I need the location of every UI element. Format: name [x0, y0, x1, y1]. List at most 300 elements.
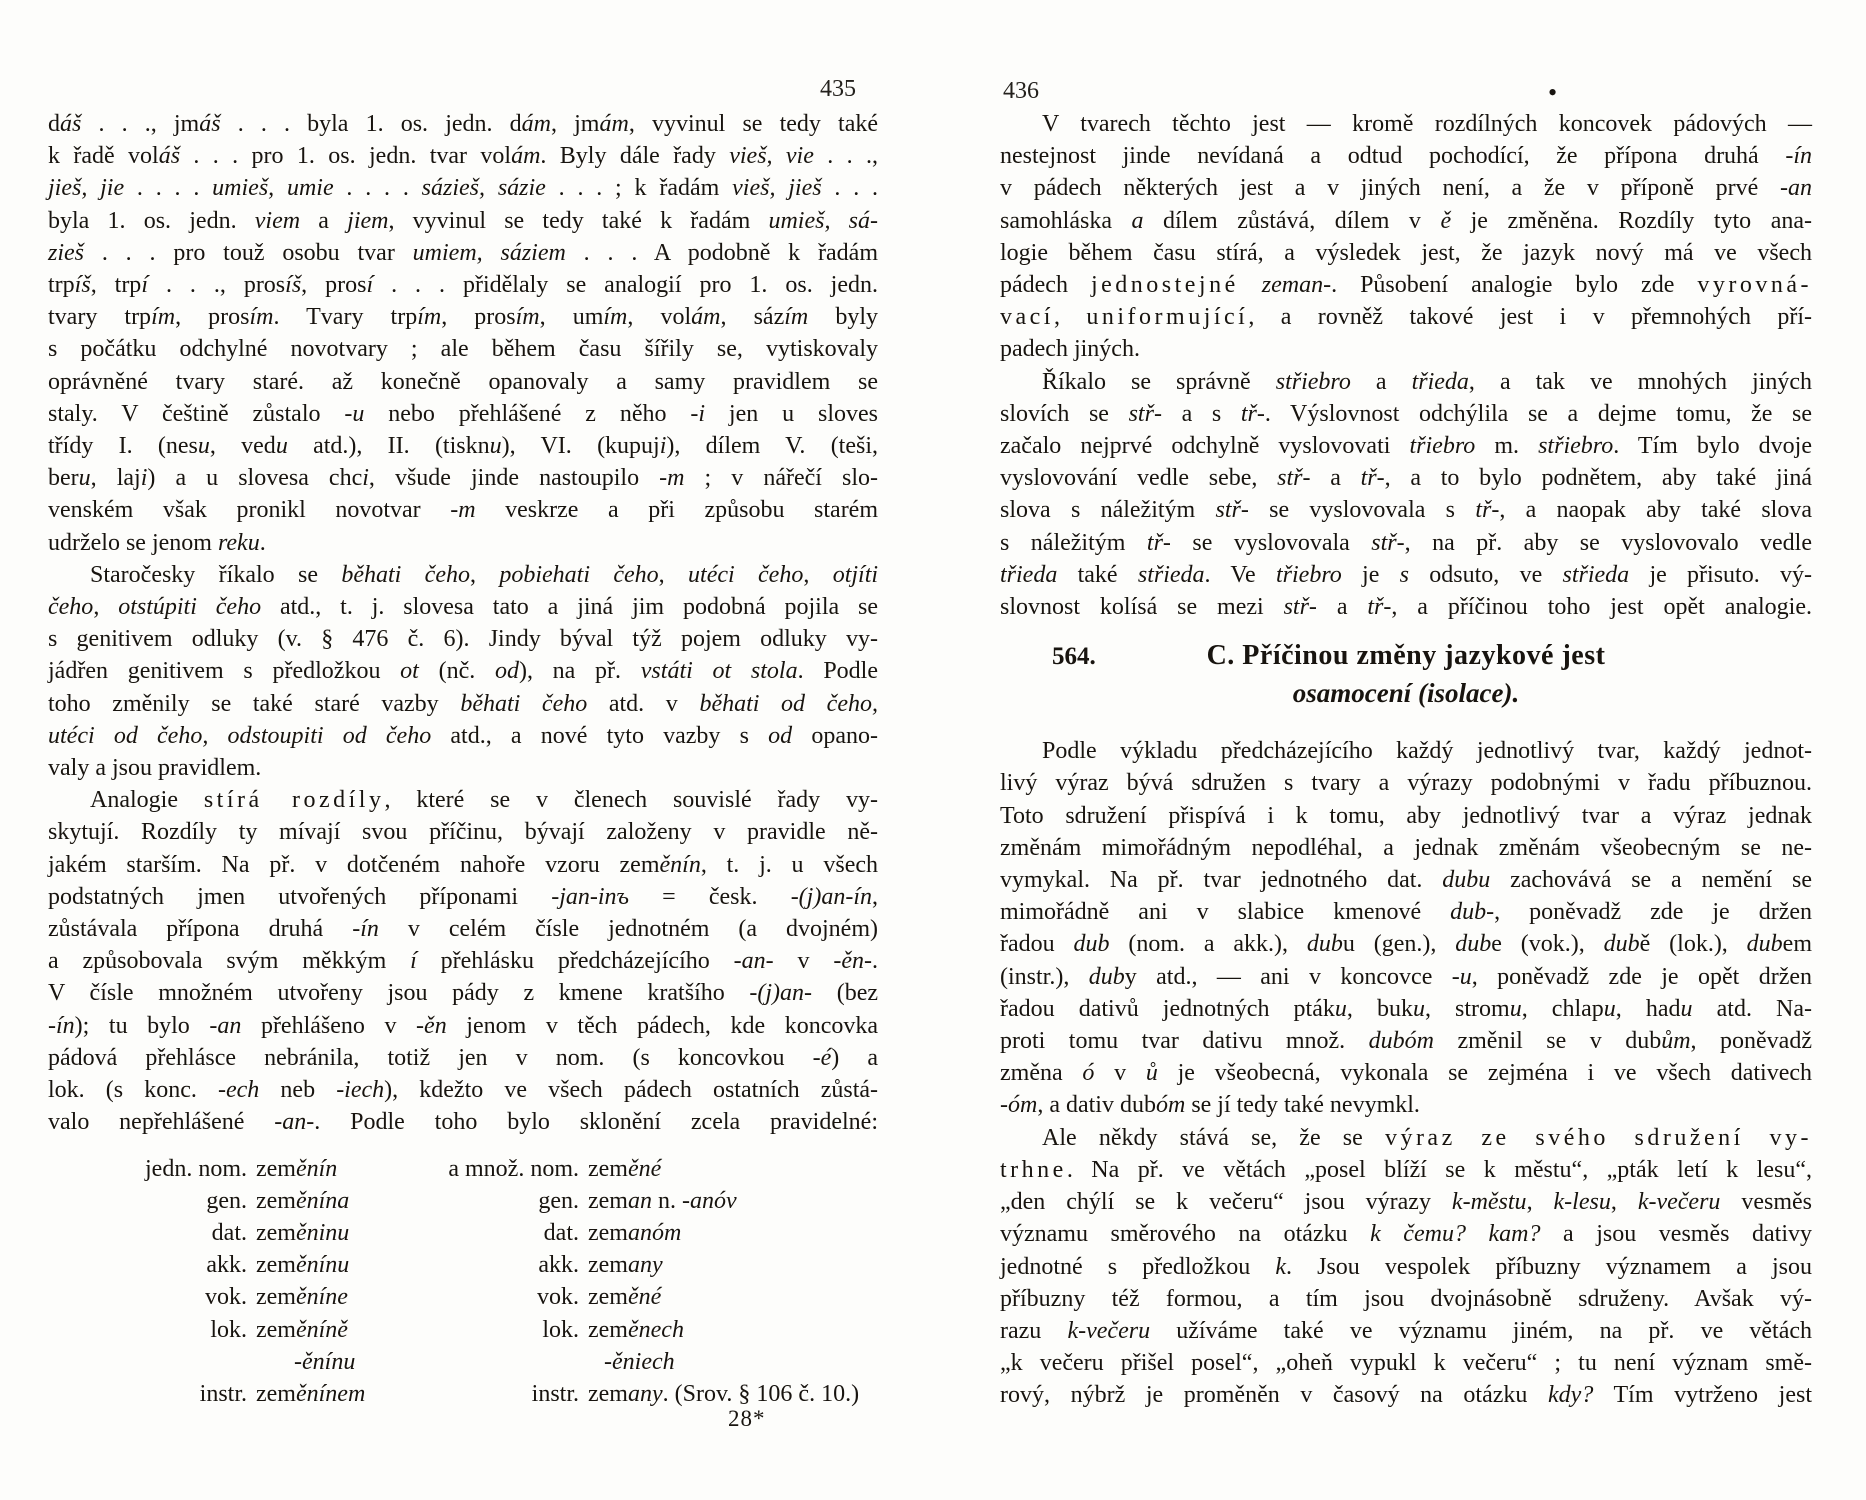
cited-form: dub	[1746, 931, 1783, 958]
body-text: , a naopak aby také slova	[1499, 497, 1812, 524]
cited-form: stř-	[1277, 465, 1311, 492]
body-text: . Tím bylo dvoje	[1613, 433, 1812, 460]
case-label: gen.	[538, 1187, 579, 1214]
body-text: a	[300, 207, 348, 234]
cited-form: reku	[217, 529, 260, 556]
body-text: významu směrového na otázku	[1000, 1221, 1371, 1248]
body-text: v pádech některých jest a v jiných není, a že v příponě prvé	[1000, 175, 1780, 202]
body-text: lok. (s konc.	[48, 1077, 218, 1104]
cited-form: í	[410, 948, 417, 975]
cited-form: i	[698, 400, 706, 427]
body-text: . Ve	[1204, 561, 1276, 588]
cited-form: -an-	[274, 1109, 315, 1136]
text-line	[1000, 1218, 1812, 1250]
cited-form: od	[494, 658, 519, 685]
cited-form: dub	[1073, 931, 1110, 958]
body-text: řadou dativů jednotných pták	[1000, 995, 1335, 1022]
case-label: lok.	[210, 1316, 247, 1343]
cited-form: u	[1412, 995, 1425, 1022]
cited-form: umiem, sáziem	[412, 239, 566, 266]
word-form	[256, 1249, 426, 1281]
cited-form: dub-	[1450, 899, 1495, 926]
text-line	[1000, 108, 1812, 140]
word-form	[256, 1153, 426, 1185]
cited-form: běhati čeho	[460, 690, 588, 717]
cited-form: ó	[1082, 1060, 1095, 1087]
body-text: přehlásku předcházejícího	[416, 948, 734, 975]
body-text: V čísle množném utvořeny jsou pády z kmene kratšího	[48, 980, 750, 1007]
text-line	[48, 172, 878, 204]
text-line	[48, 269, 878, 301]
cited-form: ám	[691, 304, 721, 331]
cited-form: ot	[400, 658, 419, 685]
cited-form: ím	[515, 304, 540, 331]
body-text: livý výraz bývá sdružen s tvary a výrazy podobnými v řadu příbuznou.	[1000, 770, 1812, 797]
cited-form: ím	[151, 304, 176, 331]
body-text: m.	[1475, 433, 1539, 460]
body-text: .	[872, 948, 878, 975]
body-text: d	[48, 111, 60, 137]
cited-form: ám	[599, 111, 629, 137]
body-text: byla 1. os. jedn.	[48, 207, 255, 234]
cited-form: u	[352, 400, 365, 427]
cited-form: m	[667, 465, 685, 492]
body-text: příbuzny též formou, a tím jsou dvojnásobně sdruženy. Avšak vý-	[1000, 1285, 1812, 1312]
body-text: atd.), II. (tiskn	[287, 433, 490, 460]
page-right	[1000, 108, 1812, 1412]
page-number-right: 436	[1003, 78, 1039, 104]
cited-form: íš	[285, 272, 302, 299]
body-text: Ale někdy stává se, že se	[1042, 1124, 1385, 1151]
body-text: , had	[1615, 995, 1681, 1022]
body-text: staly. V češtině zůstalo -	[48, 400, 353, 427]
cited-form: u	[489, 433, 502, 460]
text-line	[1000, 1025, 1812, 1057]
cited-form: -ín	[352, 916, 379, 943]
cited-form: zeman-	[1261, 272, 1332, 299]
cited-form: ěnín	[295, 1155, 338, 1182]
cited-form: u	[1459, 963, 1472, 990]
cited-form: ěnína	[295, 1187, 350, 1214]
cited-form: ě	[1440, 207, 1452, 234]
table-row	[48, 1314, 878, 1346]
body-text: jádřen genitivem s předložkou	[48, 658, 401, 685]
cited-form: střieda	[1562, 561, 1630, 588]
cited-form: -óm	[1000, 1092, 1038, 1119]
body-text: zůstávala přípona druhá	[48, 916, 353, 943]
table-row	[48, 1281, 878, 1313]
body-text: ,	[872, 883, 878, 910]
text-line	[1000, 1122, 1812, 1154]
body-text: skytují. Rozdíly ty mívají svou příčinu, bývají založeny v pravidle ně-	[48, 819, 878, 846]
body-text: , poněvadž	[1690, 1028, 1812, 1055]
body-text: ,	[658, 561, 689, 588]
body-text: . . . .	[124, 175, 213, 202]
body-text: a	[1350, 368, 1412, 395]
body-text: vyslovování vedle sebe,	[1000, 465, 1278, 492]
emphasized-text: vací	[1000, 304, 1054, 331]
cited-form: běhati od čeho,	[699, 690, 878, 717]
cited-form: óm	[1155, 1092, 1186, 1119]
body-text: je	[1341, 561, 1400, 588]
body-text: pádech	[1000, 272, 1091, 299]
text-line	[48, 591, 878, 623]
body-text: u (gen.),	[1342, 931, 1456, 958]
text-line	[48, 301, 878, 333]
case-label: akk.	[206, 1252, 247, 1279]
body-text: ,	[1053, 304, 1087, 331]
body-text: , pros	[441, 304, 516, 331]
cited-form: ěné	[627, 1155, 662, 1182]
body-text: . Podle toho bylo sklonění zcela pravidelné:	[314, 1109, 878, 1136]
text-line	[48, 688, 878, 720]
body-text: trp	[48, 272, 75, 299]
cited-form: u	[78, 465, 91, 492]
word-form	[588, 1346, 878, 1378]
cited-form: střiebro	[1275, 368, 1351, 395]
body-text: ), kdežto ve všech pádech ostatních zůstá-	[384, 1077, 879, 1104]
body-text: .	[259, 529, 266, 556]
body-text: ), dílem V. (teši,	[666, 433, 879, 460]
text-line	[48, 1042, 878, 1074]
word-form	[256, 1346, 426, 1378]
body-text: se jí tedy také nevymkl.	[1185, 1092, 1420, 1119]
body-text: , jm	[551, 111, 600, 137]
cited-form: k	[1275, 1253, 1286, 1280]
body-text: podstatných jmen utvořených příponami	[48, 883, 552, 910]
cited-form: u	[1509, 995, 1522, 1022]
body-text: oprávněné tvary staré. až konečně opanovaly a samy pravidlem se	[48, 368, 878, 395]
cited-form: střieda	[1137, 561, 1205, 588]
body-text: atd. Na-	[1692, 995, 1813, 1022]
body-text: . . . A podobně k řadám	[565, 239, 878, 266]
word-form	[588, 1217, 878, 1249]
cited-form: dubu	[1442, 867, 1491, 894]
cited-form: ům	[1661, 1028, 1691, 1055]
cited-form: dub	[1603, 931, 1640, 958]
body-text: rový, nýbrž je proměněn v časový na otázku	[1000, 1382, 1549, 1409]
cited-form: otstúpiti čeho	[118, 594, 262, 621]
body-text: , pros	[301, 272, 367, 299]
body-text: ě (lok.),	[1639, 931, 1747, 958]
text-line	[1000, 961, 1812, 993]
body-text: ; v nářečí slo-	[684, 465, 878, 492]
text-line	[48, 720, 878, 752]
cited-form: -(j)an-ín	[790, 883, 872, 910]
body-text: zem	[256, 1219, 296, 1246]
text-line	[1000, 1186, 1812, 1218]
body-text: a způsobovala svým měkkým	[48, 948, 411, 975]
body-text: v	[773, 948, 834, 975]
body-text: zem	[588, 1284, 628, 1311]
cited-form: -an	[1780, 175, 1812, 202]
text-line	[1000, 832, 1812, 864]
cited-form: střiebro	[1538, 433, 1614, 460]
body-text: jednotné s předložkou	[1000, 1253, 1276, 1280]
word-form	[588, 1249, 878, 1281]
text-line	[1000, 172, 1812, 204]
text-line	[1000, 735, 1812, 767]
body-text: . Působení analogie bylo zde	[1331, 272, 1698, 299]
body-text: , ved	[209, 433, 276, 460]
case-label: dat.	[543, 1219, 579, 1246]
text-line	[1000, 1154, 1812, 1186]
body-text: k řadě vol	[48, 143, 159, 170]
cited-form: -ěniech	[604, 1348, 675, 1375]
text-line	[48, 655, 878, 687]
right-page-text-top	[1000, 108, 1812, 623]
word-form	[588, 1153, 878, 1185]
emphasized-text: výraz ze svého sdružení vy-	[1384, 1124, 1813, 1151]
cited-form: -an-	[733, 948, 774, 975]
body-text: (bez	[812, 980, 879, 1007]
cited-form: k-městu	[1451, 1189, 1527, 1216]
body-text: neb	[259, 1077, 337, 1104]
cited-form: třieda	[1000, 561, 1058, 588]
body-text: . Jsou vespolek příbuzny významem a jsou	[1285, 1253, 1812, 1280]
body-text: . . ., jm	[81, 111, 200, 137]
text-line	[48, 1010, 878, 1042]
cited-form: pobiehati čeho	[499, 561, 659, 588]
body-text: . . . pro touž osobu tvar	[84, 239, 413, 266]
body-text: s počátku odchylné novotvary ; ale během času šířily se, vytiskovaly	[48, 336, 878, 363]
cited-form: s	[1399, 561, 1409, 588]
cited-form: umieš, umie	[212, 175, 334, 202]
body-text: , pros	[175, 304, 250, 331]
cited-form: tř-	[1367, 594, 1392, 621]
body-text: atd., t. j. slovesa tato a jiná jim podobná pojila se	[261, 594, 879, 621]
body-text: zem	[256, 1187, 296, 1214]
cited-form: -jan-inъ	[551, 883, 630, 910]
body-text: užíváme také ve významu jiném, na př. ve větách	[1150, 1317, 1813, 1344]
text-line	[1000, 993, 1812, 1025]
cited-form: ěnínu	[295, 1252, 350, 1279]
page-left	[48, 108, 878, 1410]
body-text: veskrze a při způsobu starém	[475, 497, 879, 524]
text-line	[1000, 301, 1812, 333]
table-row	[48, 1185, 878, 1217]
body-text: , vyvinul se tedy také k řadám	[388, 207, 769, 234]
body-text: byly	[808, 304, 878, 331]
body-text: třídy I. (nes	[48, 433, 198, 460]
text-line	[48, 366, 878, 398]
body-text: , strom	[1424, 995, 1510, 1022]
body-text: v celém čísle jednotném (a dvojném)	[378, 916, 878, 943]
cited-form: áš	[60, 111, 82, 137]
body-text: ,	[470, 561, 500, 588]
cited-form: třiebro	[1275, 561, 1342, 588]
text-line	[1000, 1057, 1812, 1089]
emphasized-text: stírá rozdíly	[203, 787, 385, 814]
text-line	[48, 108, 878, 140]
cited-form: ěnín	[659, 851, 701, 878]
body-text: zem	[256, 1284, 296, 1311]
body-text: ,	[93, 594, 119, 621]
body-text: ) a u slovesa chc	[147, 465, 363, 492]
body-text: je změněna. Rozdíly tyto ana-	[1451, 207, 1812, 234]
cited-form: m	[458, 497, 476, 524]
cited-form: u	[197, 433, 210, 460]
case-label	[426, 1346, 588, 1378]
text-line	[48, 140, 878, 172]
cited-form: k-večeru	[1637, 1189, 1721, 1216]
body-text: „den chýlí se k večeru“ jsou výrazy	[1000, 1189, 1452, 1216]
cited-form: tř-	[1146, 529, 1171, 556]
word-form	[588, 1314, 878, 1346]
body-text: zem	[256, 1155, 296, 1182]
body-text: . . . pro 1. os. jedn. tvar vol	[180, 143, 512, 170]
case-label: jedn. nom.	[145, 1155, 247, 1182]
cited-form: -ín	[48, 1012, 75, 1039]
body-text: zem	[588, 1219, 628, 1246]
section-number: 564.	[1052, 643, 1096, 671]
cited-form: běhati čeho	[341, 561, 470, 588]
cited-form: -ěn-	[833, 948, 872, 975]
body-text: (nč.	[418, 658, 495, 685]
body-text: logie během času stírá, a výsledek jest, že jazyk nový má ve všech	[1000, 239, 1812, 266]
cited-form: an	[627, 1187, 652, 1214]
cited-form: utéci čeho	[688, 561, 804, 588]
printer-dot: •	[1548, 78, 1558, 107]
cited-form: -anóv	[681, 1187, 737, 1214]
text-line	[48, 623, 878, 655]
body-text: (instr.),	[1000, 963, 1089, 990]
text-line	[48, 977, 878, 1009]
body-text: ,	[1610, 1189, 1638, 1216]
body-text: , vyvinul se tedy také	[628, 111, 878, 137]
cited-form: -é	[812, 1044, 832, 1071]
cited-form: any	[627, 1252, 663, 1279]
body-text: vymykal. Na př. tvar jednotného dat.	[1000, 867, 1443, 894]
body-text: V tvarech těchto jest — kromě rozdílných koncovek pádových —	[1042, 111, 1812, 137]
cited-form: í	[141, 272, 148, 299]
text-line	[1000, 767, 1812, 799]
text-line	[48, 527, 878, 559]
body-text: udrželo se jenom	[48, 529, 218, 556]
body-text: , a dativ dub	[1037, 1092, 1156, 1119]
body-text: , všude jinde nastoupilo -	[368, 465, 668, 492]
text-line	[1000, 896, 1812, 928]
heading-line2: osamocení (isolace).	[1292, 678, 1520, 709]
cited-form: tř-	[1360, 465, 1385, 492]
cited-form: -an	[209, 1012, 242, 1039]
body-text: samohláska	[1000, 207, 1132, 234]
body-text: změna	[1000, 1060, 1083, 1087]
text-line	[48, 881, 878, 913]
cited-form: ím	[603, 304, 628, 331]
cited-form: ěnech	[627, 1316, 684, 1343]
cited-form: stř-	[1283, 594, 1317, 621]
body-text: valy a jsou pravidlem.	[48, 755, 262, 782]
cited-form: čeho	[48, 594, 94, 621]
body-text: Říkalo se správně	[1042, 368, 1276, 395]
left-page-text	[48, 108, 878, 1139]
cited-form: ěné	[627, 1284, 662, 1311]
body-text: atd. v	[587, 690, 700, 717]
text-line	[1000, 591, 1812, 623]
signature-mark: 28*	[728, 1406, 766, 1431]
text-line	[48, 945, 878, 977]
body-text: slovnost kolísá se mezi	[1000, 594, 1284, 621]
body-text	[1239, 272, 1262, 298]
text-line	[48, 849, 878, 881]
cited-form: třieda	[1411, 368, 1469, 395]
body-text: . . ., pros	[147, 272, 286, 299]
cited-form: i	[659, 433, 667, 460]
emphasized-text: vyrovná-	[1697, 272, 1812, 299]
text-line	[48, 1106, 878, 1138]
cited-form: vieš, jieš	[732, 175, 822, 202]
word-form	[588, 1185, 878, 1217]
body-text: tvary trp	[48, 304, 152, 331]
body-text: ber	[48, 465, 79, 492]
cited-form: viem	[254, 207, 301, 234]
cited-form: vstáti ot stola	[640, 658, 798, 685]
body-text: , na př. aby se vyslovovalo vedle	[1404, 529, 1813, 556]
text-line	[1000, 800, 1812, 832]
body-text: zachovává se a nemění se	[1490, 867, 1812, 894]
cited-form: ěnínem	[295, 1380, 366, 1407]
case-label: gen.	[206, 1187, 247, 1214]
body-text: a s	[1161, 400, 1241, 427]
cited-form: ím	[417, 304, 442, 331]
body-text: venském však pronikl novotvar -	[48, 497, 459, 524]
text-line	[1000, 205, 1812, 237]
text-line	[1000, 1283, 1812, 1315]
body-text: valo nepřehlášené	[48, 1109, 275, 1136]
table-row	[48, 1249, 878, 1281]
body-text: s genitivem odluky (v. § 476 č. 6). Jindy býval týž pojem odluky vy-	[48, 626, 878, 653]
cited-form: k-večeru	[1067, 1317, 1151, 1344]
text-line	[48, 816, 878, 848]
text-line	[1000, 1251, 1812, 1283]
cited-form: -ín	[1785, 143, 1812, 170]
cited-form: ěníně	[295, 1316, 348, 1343]
right-page-text-bottom	[1000, 735, 1812, 1411]
page-number-left: 435	[820, 76, 856, 102]
cited-form: ěníne	[295, 1284, 348, 1311]
cited-form: k čemu?	[1370, 1221, 1466, 1248]
cited-form: ím	[249, 304, 274, 331]
word-form	[256, 1185, 426, 1217]
body-text: , a rovněž takové jest i v přemnohých pří-	[1248, 304, 1812, 331]
text-line	[1000, 1379, 1812, 1411]
cited-form: ám	[511, 143, 541, 170]
body-text: se vyslovovala	[1170, 529, 1372, 556]
body-text: , sáz	[720, 304, 785, 331]
text-line	[48, 398, 878, 430]
cited-form: -ech	[218, 1077, 260, 1104]
text-line	[1000, 1347, 1812, 1379]
body-text: nebo přehlášené z něho -	[364, 400, 699, 427]
body-text: je všeobecná, vykonala se zejména i ve všech dativech	[1157, 1060, 1813, 1087]
text-line	[1000, 864, 1812, 896]
text-line	[48, 333, 878, 365]
cited-form: ěninu	[295, 1219, 350, 1246]
text-line	[48, 237, 878, 269]
cited-form: ím	[784, 304, 809, 331]
cited-form: dub	[1455, 931, 1492, 958]
case-label: a množ. nom.	[448, 1155, 579, 1182]
body-text: proti tomu tvar dativu množ.	[1000, 1028, 1369, 1055]
cited-form: i	[362, 465, 369, 492]
body-text: vesměs	[1720, 1189, 1813, 1216]
body-text: ,	[1526, 1189, 1554, 1216]
body-text: . . . .	[333, 175, 422, 202]
body-text: , a příčinou toho jest opět analogie.	[1391, 594, 1813, 621]
body-text: . . . ; k řadám	[545, 175, 733, 202]
body-text: začalo nejprvé odchylně vyslovovati	[1000, 433, 1410, 460]
